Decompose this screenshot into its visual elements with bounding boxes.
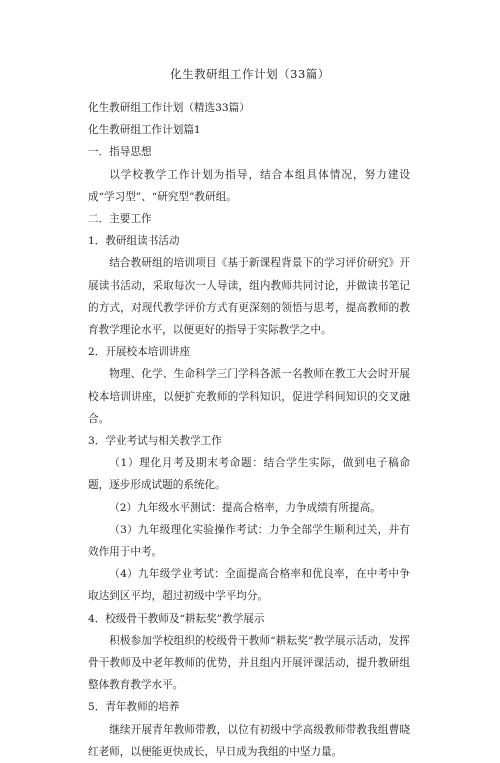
heading-young-teachers: 5．青年教师的培养: [88, 701, 180, 714]
list-item-exam-3: （3）九年级理化实验操作考试：力争全部学生顺利过关，并有效作用于中考。: [88, 523, 410, 559]
paragraph-school-training: 物理、化学、生命科学三门学科各派一名教师在教工大会时开展校本培训讲座，以便扩充教师的学科知识，促进学科间知识的交叉融合。: [88, 368, 410, 425]
heading-guiding-ideology: 一．指导思想: [88, 146, 152, 159]
section-heading: 化生教研组工作计划篇1: [88, 124, 201, 137]
document-body: [88, 97, 410, 763]
heading-academic-exams: 3．学业考试与相关教学工作: [88, 435, 222, 448]
heading-school-training: 2．开展校本培训讲座: [88, 346, 191, 359]
list-item-exam-1: （1）理化月考及期末考命题：结合学生实际，做到电子稿命题，逐步形成试题的系统化。: [88, 457, 410, 492]
list-item-exam-4: （4）九年级学业考试：全面提高合格率和优良率，在中考中争取达到区平均，超过初级中学平均分。: [88, 568, 410, 603]
subtitle: 化生教研组工作计划（精选33篇）: [88, 102, 250, 114]
list-item-exam-2: （2）九年级水平测试：提高合格率，力争成绩有所提高。: [109, 501, 381, 514]
paragraph-young-teachers: 继续开展青年教师带教，以位有初级中学高级教师带教我组曹晓红老师，以便能更快成长，早日成为我组的中坚力量。: [88, 723, 410, 758]
heading-reading-activity: 1．教研组读书活动: [88, 235, 180, 248]
paragraph-backbone-teachers: 积极参加学校组织的校级骨干教师“耕耘奖”教学展示活动，发挥骨干教师及中老年教师的优势，并且组内开展评课活动，提升教研组整体教育教学水平。: [88, 634, 410, 692]
paragraph-reading-activity: 结合教研组的培训项目《基于新课程背景下的学习评价研究》开展读书活动，采取每次一人导读，组内教师共同讨论，并做读书笔记的方式，对现代教学评价方式有更深刻的领悟与思考，提高教师的教育教学理论水平，以便更好的指导于实际教学之中。: [88, 257, 410, 337]
heading-backbone-teachers: 4．校级骨干教师及“耕耘奖”教学展示: [88, 612, 265, 625]
document-title: 化生教研组工作计划（33篇）: [170, 67, 330, 81]
heading-main-work: 二．主要工作: [88, 213, 152, 226]
paragraph-guiding-ideology: 以学校教学工作计划为指导，结合本组具体情况，努力建设成“学习型”、“研究型”教研组。: [88, 168, 410, 203]
